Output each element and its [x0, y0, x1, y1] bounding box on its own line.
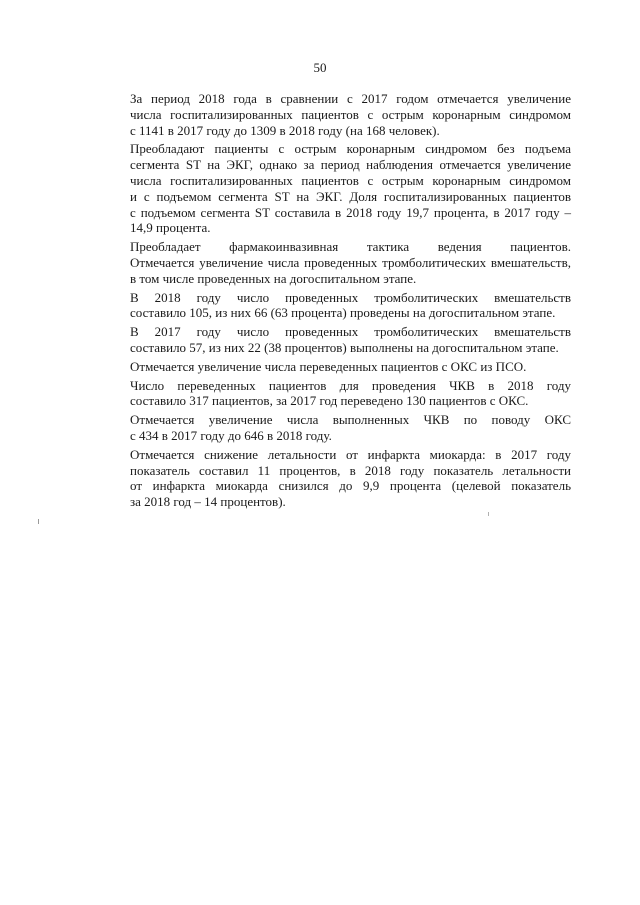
text-line: За период 2018 года в сравнении с 2017 годом отмечается увеличение: [130, 91, 571, 106]
text-line: Отмечается увеличение числа проведенных тромболитических вмешательств,: [130, 254, 571, 270]
paragraph-thrombolysis-2017: [96, 324, 571, 356]
text-line: показатель составил 11 процентов, в 2018 году показатель летальности: [130, 462, 571, 478]
paragraph-pci-count: [96, 412, 571, 444]
text-line: Преобладает фармакоинвазивная тактика ведения пациентов.: [130, 239, 571, 255]
paragraph-hospitalization-growth: [96, 91, 571, 138]
text-line: с подъемом сегмента ST составила в 2018 году 19,7 процента, в 2017 году –: [130, 204, 571, 220]
text-line: В 2017 году число проведенных тромболитических вмешательств: [130, 324, 571, 340]
paragraph-mortality: [96, 447, 571, 510]
paragraph-thrombolysis-2018: [96, 290, 571, 322]
scan-artifact: [38, 519, 39, 524]
text-line: с 434 в 2017 году до 646 в 2018 году.: [130, 427, 332, 443]
text-line: в том числе проведенных на догоспитальном этапе.: [130, 270, 417, 286]
text-line: числа госпитализированных пациентов с острым коронарным синдромом: [130, 106, 571, 122]
paragraph-pharmacoinvasive-tactic: [96, 239, 571, 286]
text-line: Преобладают пациенты с острым коронарным синдромом без подъема: [130, 141, 571, 157]
text-line: сегмента ST на ЭКГ, однако за период наблюдения отмечается увеличение: [130, 157, 571, 173]
paragraph-pci-transfers: [96, 378, 571, 410]
scan-artifact: [488, 512, 489, 516]
text-line: составило 105, из них 66 (63 процента) проведены на догоспитальном этапе.: [130, 305, 556, 321]
text-line: с 1141 в 2017 году до 1309 в 2018 году (на 168 человек).: [130, 122, 440, 138]
text-line: 14,9 процента.: [130, 220, 211, 236]
document-body: [96, 91, 571, 513]
paragraph-st-elevation-share: [96, 141, 571, 236]
text-line: Отмечается снижение летальности от инфаркта миокарда: в 2017 году: [130, 446, 571, 462]
text-line: Отмечается увеличение числа выполненных ЧКВ по поводу ОКС: [130, 412, 571, 428]
page-number: 50: [313, 60, 327, 75]
text-line: и с подъемом сегмента ST на ЭКГ. Доля госпитализированных пациентов: [130, 188, 571, 204]
text-line: составило 317 пациентов, за 2017 год переведено 130 пациентов с ОКС.: [130, 393, 529, 409]
text-line: числа госпитализированных пациентов с острым коронарным синдромом: [130, 172, 571, 188]
text-line: составило 57, из них 22 (38 процентов) выполнены на догоспитальном этапе.: [130, 339, 559, 355]
text-line: за 2018 год – 14 процентов).: [130, 494, 286, 510]
text-line: от инфаркта миокарда снизился до 9,9 процента (целевой показатель: [130, 478, 571, 494]
text-line: Число переведенных пациентов для проведения ЧКВ в 2018 году: [130, 377, 571, 393]
paragraph-transfers-from-pso: [96, 359, 571, 375]
text-line: В 2018 году число проведенных тромболитических вмешательств: [130, 289, 571, 305]
text-line: Отмечается увеличение числа переведенных пациентов с ОКС из ПСО.: [130, 358, 527, 374]
